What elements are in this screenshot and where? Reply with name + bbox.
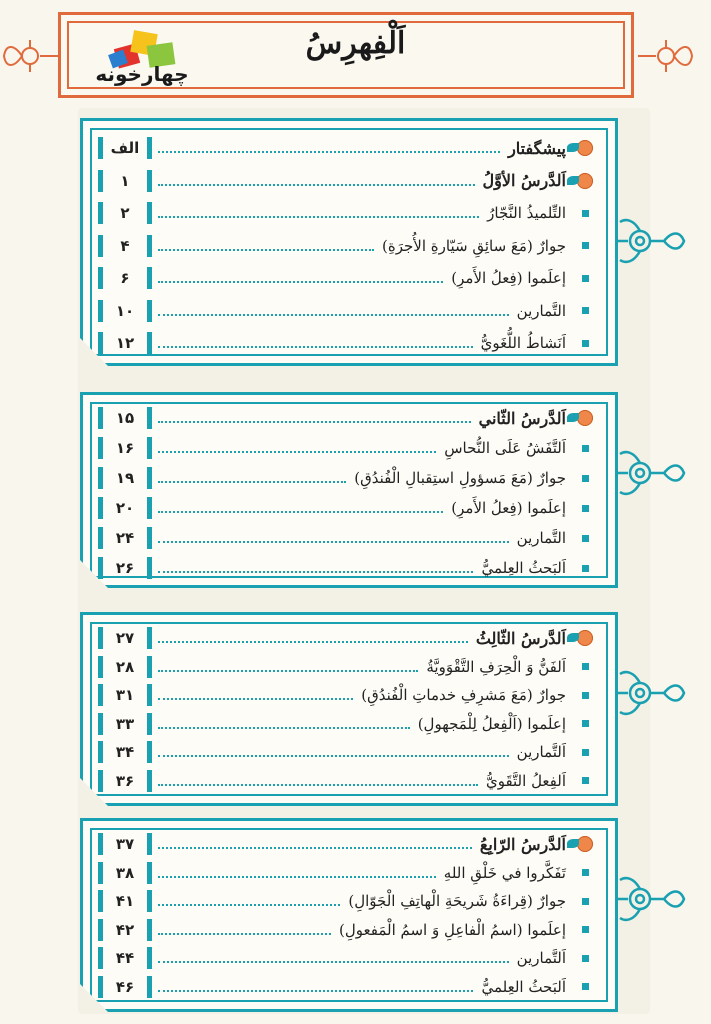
- section-4-side-ornament-icon: [614, 872, 694, 926]
- dotted-leader: [158, 216, 479, 218]
- toc-item-row[interactable]: [92, 554, 600, 582]
- toc-title: اَلدَّرسُ الأوَّلُ: [482, 171, 566, 190]
- toc-item-row[interactable]: [92, 264, 600, 292]
- toc-page-number: ۶: [98, 267, 152, 289]
- toc-title: إعلَموا (فِعلُ الأَمرِ): [451, 499, 566, 517]
- toc-item-row[interactable]: [92, 916, 600, 944]
- toc-title: اَلتَّمارين: [516, 949, 566, 967]
- toc-page-number: ۳۱: [98, 684, 152, 706]
- toc-item-row[interactable]: [92, 464, 600, 492]
- toc-item-row[interactable]: [92, 232, 600, 260]
- toc-title: اَلدَّرسُ الرّابِعُ: [479, 834, 566, 854]
- toc-title: جوارٌ (قِراءَةُ شَريحَةِ الْهاتِفِ الْجَوّالِ): [348, 892, 566, 910]
- toc-title: اَلبَحثُ العِلميُّ: [481, 559, 566, 577]
- toc-title: اَلدَّرسُ الثّالِثُ: [475, 628, 566, 648]
- dotted-leader: [158, 481, 346, 483]
- toc-page-number: الف: [98, 137, 152, 159]
- toc-lesson-row[interactable]: [92, 404, 600, 432]
- toc-title: اَلتَّمارين: [516, 743, 566, 761]
- dotted-leader: [158, 755, 509, 757]
- dotted-leader: [158, 281, 443, 283]
- toc-title: پیشگفتار: [508, 138, 566, 158]
- orange-flower-icon: [577, 836, 593, 852]
- toc-title: اَلفِعلُ التَّقَويُّ: [485, 771, 566, 790]
- toc-page-number: ۴۱: [98, 890, 152, 912]
- toc-title: إعلَموا (اَلْفِعلُ لِلْمَجهولِ): [417, 714, 566, 733]
- toc-title: جوارٌ (مَعَ سائِقِ سَيّارةِ الأُجرَةِ): [382, 236, 566, 255]
- toc-item-row[interactable]: [92, 710, 600, 738]
- dotted-leader: [158, 990, 473, 992]
- dotted-leader: [158, 541, 509, 543]
- toc-item-row[interactable]: [92, 434, 600, 462]
- toc-item-row[interactable]: [92, 887, 600, 915]
- toc-item-row[interactable]: [92, 973, 600, 1001]
- square-bullet-icon: [582, 955, 589, 962]
- toc-page-number: ۲۴: [98, 527, 152, 549]
- square-bullet-icon: [582, 275, 589, 282]
- dotted-leader: [158, 451, 436, 453]
- toc-title: اَلتَّفَشُ عَلَى النُّحاسِ: [444, 439, 566, 457]
- toc-title: تَفَكَّروا في خَلْقِ اللهِ: [443, 863, 566, 882]
- dotted-leader: [158, 571, 473, 573]
- dotted-leader: [158, 670, 418, 672]
- toc-page-number: ۲: [98, 202, 152, 224]
- toc-title: اَلبَحثُ العِلميُّ: [481, 977, 566, 996]
- dotted-leader: [158, 346, 473, 348]
- square-bullet-icon: [582, 926, 589, 933]
- square-bullet-icon: [582, 242, 589, 249]
- toc-item-row[interactable]: [92, 329, 600, 357]
- square-bullet-icon: [582, 720, 589, 727]
- dotted-leader: [158, 961, 509, 963]
- toc-item-row[interactable]: [92, 524, 600, 552]
- toc-page-number: ۱۶: [98, 437, 152, 459]
- dotted-leader: [158, 314, 509, 316]
- square-bullet-icon: [582, 505, 589, 512]
- square-bullet-icon: [582, 565, 589, 572]
- toc-title: التَّمارين: [516, 529, 566, 547]
- square-bullet-icon: [582, 869, 589, 876]
- toc-title: التِّلميذُ النَّجّارُ: [487, 204, 566, 222]
- toc-item-row[interactable]: [92, 767, 600, 795]
- toc-page-number: ۳۶: [98, 770, 152, 792]
- section-3-side-ornament-icon: [614, 666, 694, 720]
- square-bullet-icon: [582, 445, 589, 452]
- dotted-leader: [158, 727, 410, 729]
- toc-item-row[interactable]: [92, 653, 600, 681]
- toc-title: اَنَشاطُ اللُّغَويُّ: [480, 334, 566, 352]
- toc-page-number: ۴۶: [98, 976, 152, 998]
- dotted-leader: [158, 641, 468, 643]
- toc-page-number: ۲۶: [98, 557, 152, 579]
- toc-title: اَلدَّرسُ الثّاني: [478, 408, 566, 428]
- section-2-side-ornament-icon: [614, 446, 694, 500]
- toc-page-number: ۴: [98, 235, 152, 257]
- toc-title: اَلفَنُّ وَ الْحِرَفِ التَّقْوَويَّةُ: [426, 657, 566, 676]
- square-bullet-icon: [582, 898, 589, 905]
- dotted-leader: [158, 876, 436, 878]
- square-bullet-icon: [582, 663, 589, 670]
- toc-item-row[interactable]: [92, 494, 600, 522]
- toc-item-row[interactable]: [92, 199, 600, 227]
- dotted-leader: [158, 249, 374, 251]
- dotted-leader: [158, 184, 475, 186]
- toc-page-number: ۱: [98, 170, 152, 192]
- logo-text: چهارخونه: [95, 62, 189, 86]
- toc-title: جوارٌ (مَعَ مَسؤولِ استِقبالِ الْفُندُقِ): [354, 469, 566, 487]
- toc-page-number: ۴۲: [98, 919, 152, 941]
- square-bullet-icon: [582, 749, 589, 756]
- toc-page-number: ۱۰: [98, 300, 152, 322]
- dotted-leader: [158, 698, 353, 700]
- toc-page-number: ۳۳: [98, 713, 152, 735]
- toc-title: إعلَموا (اسمُ الْفاعِلِ وَ اسمُ الْمَفعولِ): [339, 920, 566, 939]
- orange-flower-icon: [577, 630, 593, 646]
- dotted-leader: [158, 151, 500, 153]
- toc-page-number: ۳۷: [98, 833, 152, 855]
- toc-page-number: ۱۵: [98, 407, 152, 429]
- toc-lesson-row[interactable]: [92, 624, 600, 652]
- orange-flower-icon: [577, 410, 593, 426]
- dotted-leader: [158, 421, 471, 423]
- toc-page-number: ۳۴: [98, 741, 152, 763]
- toc-item-row[interactable]: [92, 738, 600, 766]
- toc-page-number: ۱۹: [98, 467, 152, 489]
- toc-item-row[interactable]: [92, 681, 600, 709]
- toc-page-number: ۲۸: [98, 656, 152, 678]
- square-bullet-icon: [582, 210, 589, 217]
- toc-lesson-row[interactable]: [92, 134, 600, 162]
- section-1-side-ornament-icon: [614, 214, 694, 268]
- toc-item-row[interactable]: [92, 859, 600, 887]
- toc-title: إعلَموا (فِعلُ الأَمرِ): [451, 269, 566, 287]
- square-bullet-icon: [582, 983, 589, 990]
- square-bullet-icon: [582, 535, 589, 542]
- toc-page-number: ۲۷: [98, 627, 152, 649]
- dotted-leader: [158, 933, 331, 935]
- dotted-leader: [158, 904, 340, 906]
- toc-lesson-row[interactable]: [92, 167, 600, 195]
- toc-page-number: ۳۸: [98, 862, 152, 884]
- dotted-leader: [158, 511, 443, 513]
- square-bullet-icon: [582, 777, 589, 784]
- orange-flower-icon: [577, 173, 593, 189]
- toc-title: جوارٌ (مَعَ مَشرِفِ خدماتِ الْفُندُقِ): [361, 686, 566, 704]
- toc-lesson-row[interactable]: [92, 830, 600, 858]
- toc-item-row[interactable]: [92, 944, 600, 972]
- square-bullet-icon: [582, 692, 589, 699]
- toc-title: التَّمارين: [516, 301, 566, 320]
- square-bullet-icon: [582, 475, 589, 482]
- toc-page-number: ۱۲: [98, 332, 152, 354]
- toc-page-number: ۲۰: [98, 497, 152, 519]
- dotted-leader: [158, 847, 472, 849]
- square-bullet-icon: [582, 340, 589, 347]
- orange-flower-icon: [577, 140, 593, 156]
- toc-page-number: ۴۴: [98, 947, 152, 969]
- dotted-leader: [158, 784, 478, 786]
- square-bullet-icon: [582, 307, 589, 314]
- toc-item-row[interactable]: [92, 297, 600, 325]
- page-title: اَلْفِهرِسُ: [305, 26, 406, 61]
